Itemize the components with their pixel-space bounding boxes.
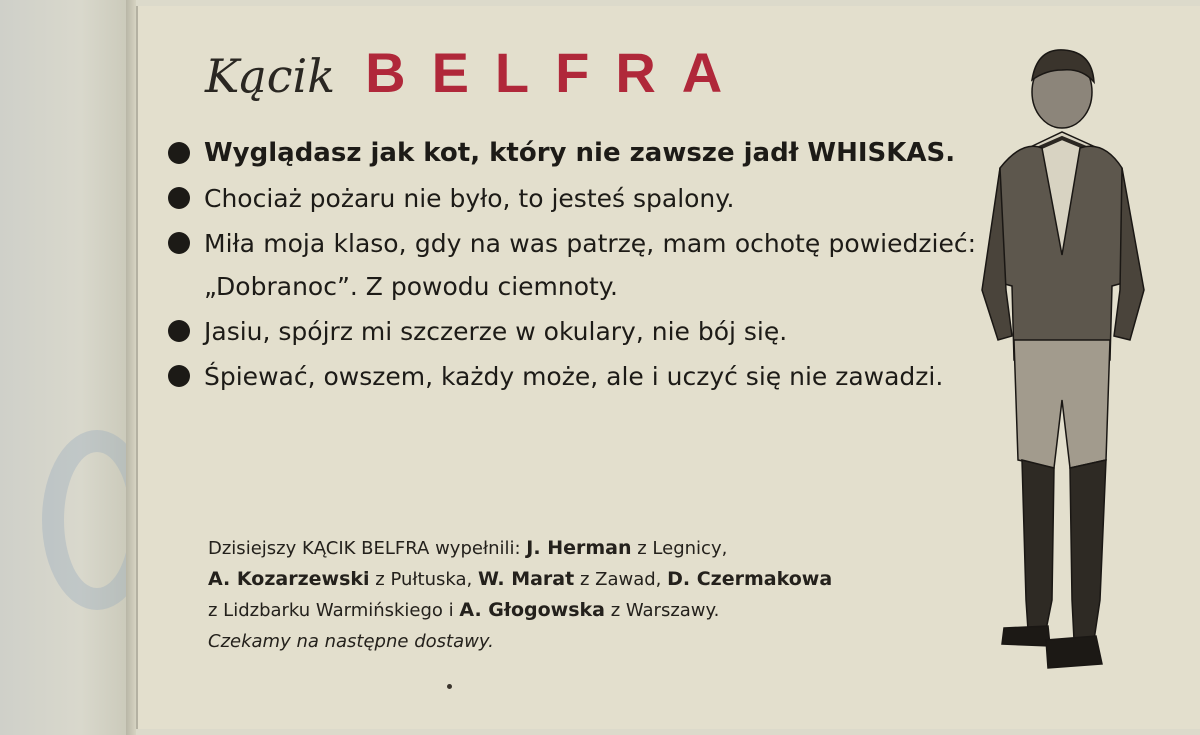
bullet-dot-icon — [168, 320, 190, 342]
bullet-dot-icon — [168, 232, 190, 254]
contributor-name: J. Herman — [526, 537, 632, 559]
contributor-name: A. Głogowska — [459, 599, 605, 621]
contributor-place: z Legnicy, — [637, 538, 728, 559]
contributor-name: D. Czermakowa — [667, 568, 833, 590]
article-title — [205, 40, 748, 120]
credits-line-1 — [208, 533, 970, 564]
list-item-text: Chociaż pożaru nie było, to jesteś spalony. — [204, 184, 735, 213]
list-item — [166, 222, 976, 308]
contributor-name: W. Marat — [477, 568, 575, 590]
credits-line-3 — [208, 595, 970, 626]
boy-illustration — [962, 40, 1162, 680]
list-item — [166, 355, 976, 398]
contributor-place: z Lidzbarku Warmińskiego i — [208, 600, 454, 621]
list-item — [166, 132, 976, 175]
contributor-name: A. Kozarzewski — [208, 568, 370, 590]
list-item-text: Miła moja klaso, gdy na was patrzę, mam ochotę powiedzieć: „Dobranoc”. Z powodu ciemnoty. — [204, 229, 976, 301]
page-fold — [126, 0, 136, 735]
contributor-place: z Pułtuska, — [375, 569, 473, 590]
list-item-text: Jasiu, spójrz mi szczerze w okulary, nie bój się. — [204, 317, 788, 346]
contributor-place: z Zawad, — [579, 569, 662, 590]
list-item — [166, 177, 976, 220]
bullet-dot-icon — [168, 187, 190, 209]
credits-intro: Dzisiejszy KĄCIK BELFRA wypełnili: — [208, 538, 521, 559]
jokes-list — [166, 132, 976, 400]
contributors-note — [208, 533, 970, 657]
credits-line-2 — [208, 564, 970, 595]
bullet-dot-icon — [168, 142, 190, 164]
title-word-kacik: Kącik — [205, 49, 336, 103]
contributor-place: z Warszawy. — [610, 600, 720, 621]
list-item-text: Śpiewać, owszem, każdy może, ale i uczyć się nie zawadzi. — [204, 362, 944, 391]
credits-closing: Czekamy na następne dostawy. — [208, 631, 494, 652]
print-speck — [447, 684, 452, 689]
adjacent-page-strip — [0, 0, 135, 735]
list-item — [166, 310, 976, 353]
list-item-text: Wyglądasz jak kot, który nie zawsze jadł WHISKAS. — [204, 138, 956, 168]
bullet-dot-icon — [168, 365, 190, 387]
title-word-belfra: BELFRA — [365, 41, 749, 104]
